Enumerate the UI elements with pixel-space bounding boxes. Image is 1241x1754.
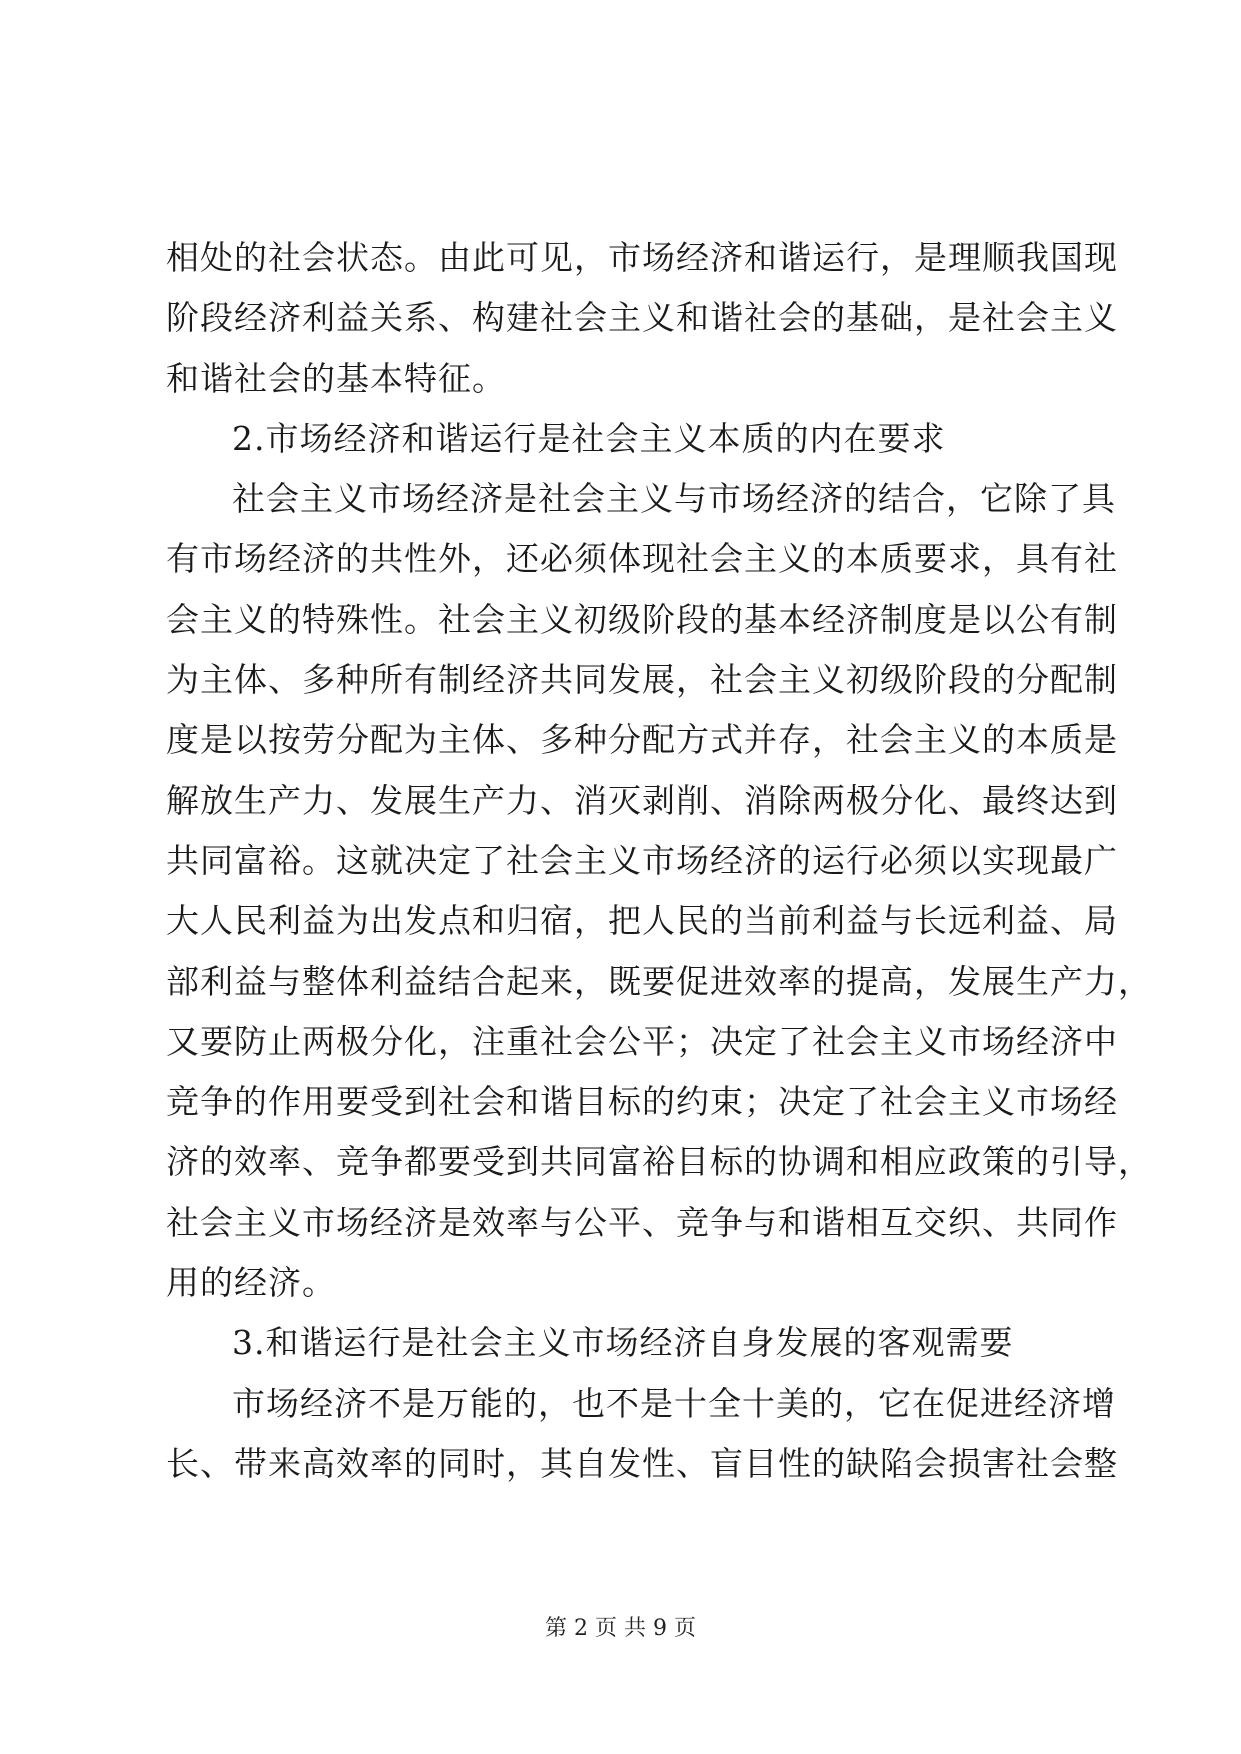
page-number-footer: 第 2 页 共 9 页 bbox=[545, 1616, 696, 1641]
text-line: 共同富裕。这就决定了社会主义市场经济的运行必须以实现最广 bbox=[166, 840, 1118, 880]
text-line: 和谐社会的基本特征。 bbox=[166, 358, 506, 398]
section-heading: 3.和谐运行是社会主义市场经济自身发展的客观需要 bbox=[232, 1323, 1014, 1363]
text-line: 社会主义市场经济是社会主义与市场经济的结合，它除了具 bbox=[232, 479, 1116, 519]
text-line: 市场经济不是万能的，也不是十全十美的，它在促进经济增 bbox=[232, 1383, 1116, 1423]
text-line: 大人民利益为出发点和归宿，把人民的当前利益与长远利益、局 bbox=[166, 901, 1118, 941]
text-line: 解放生产力、发展生产力、消灭剥削、消除两极分化、最终达到 bbox=[166, 780, 1118, 820]
text-line: 有市场经济的共性外，还必须体现社会主义的本质要求，具有社 bbox=[166, 539, 1118, 579]
text-line: 会主义的特殊性。社会主义初级阶段的基本经济制度是以公有制 bbox=[166, 599, 1118, 639]
body-text bbox=[166, 228, 1152, 1494]
text-line: 竞争的作用要受到社会和谐目标的约束；决定了社会主义市场经 bbox=[166, 1082, 1118, 1122]
text-line: 又要防止两极分化，注重社会公平；决定了社会主义市场经济中 bbox=[166, 1021, 1118, 1061]
text-line: 社会主义市场经济是效率与公平、竞争与和谐相互交织、共同作 bbox=[166, 1202, 1118, 1242]
text-line: 相处的社会状态。由此可见，市场经济和谐运行，是理顺我国现 bbox=[166, 238, 1118, 277]
text-line: 用的经济。 bbox=[166, 1263, 336, 1303]
section-heading: 2.市场经济和谐运行是社会主义本质的内在要求 bbox=[232, 418, 946, 458]
text-line: 度是以按劳分配为主体、多种分配方式并存，社会主义的本质是 bbox=[166, 720, 1118, 760]
text-line: 为主体、多种所有制经济共同发展，社会主义初级阶段的分配制 bbox=[166, 660, 1118, 700]
text-line: 部利益与整体利益结合起来，既要促进效率的提高，发展生产力， bbox=[166, 961, 1152, 1001]
text-line: 长、带来高效率的同时，其自发性、盲目性的缺陷会损害社会整 bbox=[166, 1443, 1118, 1483]
text-line: 济的效率、竞争都要受到共同富裕目标的协调和相应政策的引导， bbox=[166, 1142, 1152, 1182]
text-line: 阶段经济利益关系、构建社会主义和谐社会的基础，是社会主义 bbox=[166, 298, 1118, 338]
